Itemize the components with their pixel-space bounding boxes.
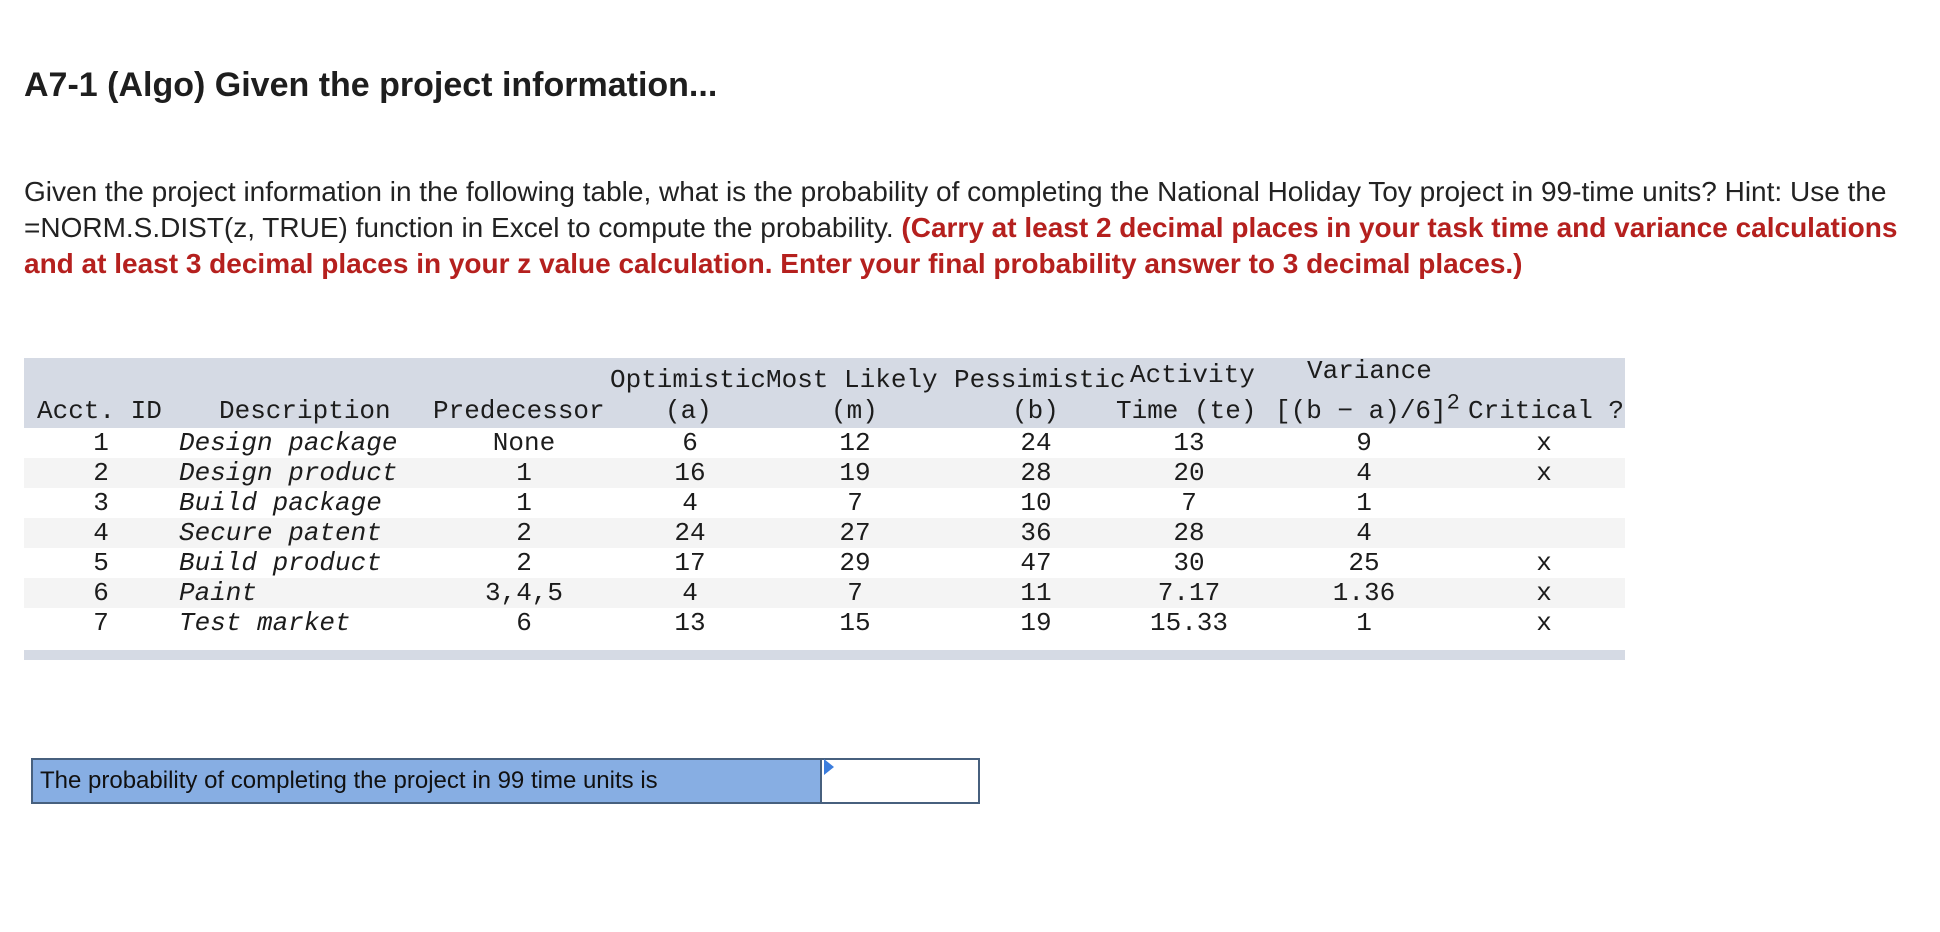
cell-variance: 1.36	[1332, 578, 1396, 608]
cell-description: Design product	[179, 458, 398, 488]
header-optimistic-sub: (a)	[665, 396, 712, 426]
probability-answer-input[interactable]	[822, 758, 980, 804]
cell-pessimistic: 10	[1020, 488, 1052, 518]
cell-predecessor: 1	[516, 458, 532, 488]
cell-most-likely: 29	[839, 548, 871, 578]
cell-pessimistic: 47	[1020, 548, 1052, 578]
cell-pessimistic: 28	[1020, 458, 1052, 488]
cell-optimistic: 13	[674, 608, 706, 638]
cell-optimistic: 24	[674, 518, 706, 548]
cell-variance: 4	[1356, 458, 1372, 488]
cell-critical: x	[1536, 458, 1552, 488]
cell-activity-time: 28	[1173, 518, 1205, 548]
cell-activity-time: 7.17	[1157, 578, 1221, 608]
cell-most-likely: 27	[839, 518, 871, 548]
cell-variance: 1	[1356, 488, 1372, 518]
cell-description: Secure patent	[179, 518, 382, 548]
header-pessimistic-sub: (b)	[1012, 396, 1059, 426]
cell-pessimistic: 36	[1020, 518, 1052, 548]
cell-description: Paint	[179, 578, 258, 608]
header-activity-sub: Time (te)	[1116, 396, 1257, 426]
project-table	[24, 358, 1625, 660]
cell-variance: 25	[1348, 548, 1380, 578]
cell-activity-time: 15.33	[1149, 608, 1228, 638]
cell-most-likely: 12	[839, 428, 871, 458]
cell-optimistic: 6	[682, 428, 698, 458]
input-corner-flag-icon	[824, 759, 834, 775]
header-acct-id: Acct. ID	[37, 396, 162, 426]
cell-critical	[1524, 518, 1564, 548]
cell-activity-time: 30	[1173, 548, 1205, 578]
cell-optimistic: 4	[682, 488, 698, 518]
question-prompt	[24, 174, 1904, 282]
cell-id: 4	[93, 518, 109, 548]
cell-description: Design package	[179, 428, 398, 458]
cell-critical: x	[1536, 608, 1552, 638]
cell-critical: x	[1536, 548, 1552, 578]
cell-critical: x	[1536, 578, 1552, 608]
cell-predecessor: 1	[516, 488, 532, 518]
cell-description: Test market	[179, 608, 351, 638]
cell-activity-time: 7	[1181, 488, 1197, 518]
cell-most-likely: 15	[839, 608, 871, 638]
cell-id: 1	[93, 428, 109, 458]
cell-id: 5	[93, 548, 109, 578]
cell-predecessor: 6	[516, 608, 532, 638]
cell-id: 3	[93, 488, 109, 518]
header-description: Description	[219, 396, 391, 426]
cell-pessimistic: 11	[1020, 578, 1052, 608]
cell-predecessor: 2	[516, 548, 532, 578]
cell-description: Build package	[179, 488, 382, 518]
cell-predecessor: None	[492, 428, 556, 458]
cell-optimistic: 4	[682, 578, 698, 608]
cell-critical: x	[1536, 428, 1552, 458]
cell-id: 6	[93, 578, 109, 608]
answer-label: The probability of completing the project in 99 time units is	[31, 758, 822, 804]
table-footer-bar	[24, 650, 1625, 660]
header-most-likely-sub: (m)	[831, 396, 878, 426]
page-title: A7-1 (Algo) Given the project information...	[24, 66, 718, 104]
cell-most-likely: 7	[847, 488, 863, 518]
cell-predecessor: 2	[516, 518, 532, 548]
header-pessimistic: Pessimistic	[954, 365, 1126, 395]
header-variance: Variance	[1307, 356, 1432, 386]
question-text: Given the project information in the following table, what is the probability of completing the National Holiday Toy project in 99-time units? Hint: Use the =NORM.S.DIST(z, TRUE) function in Excel to compute the probability.	[24, 176, 1887, 243]
cell-id: 2	[93, 458, 109, 488]
cell-activity-time: 20	[1173, 458, 1205, 488]
header-critical: Critical ?	[1468, 396, 1625, 426]
cell-optimistic: 17	[674, 548, 706, 578]
header-activity: Activity	[1130, 360, 1255, 390]
cell-predecessor: 3,4,5	[484, 578, 563, 608]
cell-id: 7	[93, 608, 109, 638]
header-optimistic: Optimistic	[610, 365, 767, 395]
header-most-likely: Most Likely	[766, 365, 938, 395]
cell-most-likely: 7	[847, 578, 863, 608]
cell-optimistic: 16	[674, 458, 706, 488]
cell-description: Build product	[179, 548, 382, 578]
cell-variance: 4	[1356, 518, 1372, 548]
cell-variance: 1	[1356, 608, 1372, 638]
question-instructions: (Carry at least 2 decimal places in your task time and variance calculations and at least 3 decimal places in your z value calculation. Enter your final probability answer to 3 decimal places.)	[24, 212, 1898, 279]
header-predecessor: Predecessor	[433, 396, 605, 426]
cell-pessimistic: 24	[1020, 428, 1052, 458]
cell-pessimistic: 19	[1020, 608, 1052, 638]
cell-most-likely: 19	[839, 458, 871, 488]
header-variance-sub: $[(b - a)/6]^2$	[1275, 390, 1460, 426]
cell-variance: 9	[1356, 428, 1372, 458]
cell-activity-time: 13	[1173, 428, 1205, 458]
cell-critical	[1524, 488, 1564, 518]
